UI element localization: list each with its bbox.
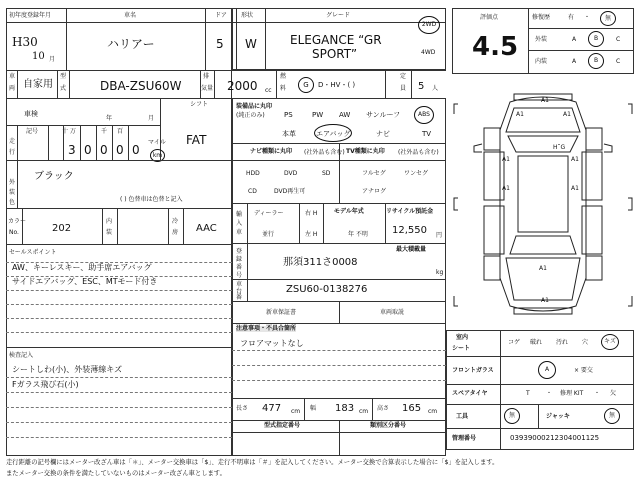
repair-label: 修復歴 (532, 14, 551, 21)
shift-label: シフト (190, 101, 209, 108)
shape-label: 形状 (241, 12, 254, 19)
reg-date-label: 初年度登録年月 (9, 12, 52, 19)
notes-label: 注意事項・不具合箇所 (236, 325, 297, 332)
damage-a1-trunk: A1 (539, 265, 547, 272)
ac-label-2: 房 (172, 229, 179, 236)
equip-navi: ナビ (376, 130, 390, 138)
interior-a: A (572, 58, 577, 65)
seat-kizu-circle: キズ (601, 334, 619, 350)
footer-note-2: またメーター交換の条件を満たしていないものはメーター改ざん車とします。 (6, 470, 226, 477)
jack-label: ジャッキ (546, 413, 570, 420)
type-label-1: 型 (60, 73, 67, 80)
import-label-3: 車 (236, 229, 243, 236)
seat-ana: 穴 (582, 339, 589, 346)
damage-a1-left-rear: A1 (502, 185, 510, 192)
width-unit: cm (359, 408, 369, 415)
km-circle: km (150, 149, 165, 162)
shaken-label: 車検 (24, 110, 38, 118)
sales-point-label: セールスポイント (9, 249, 57, 256)
length-unit: cm (291, 408, 301, 415)
shaken-month-unit: 月 (148, 115, 155, 122)
seat-koge: コゲ (508, 339, 521, 346)
navi-dvd: DVD (284, 170, 298, 177)
width-value: 183 (335, 403, 355, 414)
equip-label-1: 装備品に丸印 (236, 103, 273, 110)
equip-tv: TV (422, 130, 432, 138)
recycle-label: リサイクル預託金 (386, 208, 434, 215)
seat-yabure: 破れ (530, 339, 543, 346)
color-label-2: 装 (9, 189, 16, 196)
color-no-label-1: カラー (8, 218, 27, 225)
inspector-line-2: Fガラス飛び石(小) (12, 380, 79, 389)
fuel-options: D・HV・( ) (318, 81, 356, 89)
interior-c: C (616, 58, 621, 65)
fuel-label-1: 燃 (280, 73, 287, 80)
spare-missing: 欠 (610, 390, 617, 397)
car-name-value: ハリアー (107, 37, 155, 51)
inspector-label: 検査記入 (9, 352, 34, 359)
shift-value: FAT (186, 133, 207, 147)
color-note: ( ) 色替車は色替と記入 (120, 196, 183, 203)
chassis-label-1: 車 (236, 281, 243, 288)
shaken-year-unit: 年 (106, 115, 113, 122)
exterior-a: A (572, 36, 577, 43)
mileage-digit: 0 (132, 143, 140, 157)
spare-kit: 修理 KIT (560, 390, 584, 397)
parallel: 並行 (262, 231, 275, 238)
length-label: 長さ (236, 405, 249, 412)
equip-pw: PW (312, 111, 324, 119)
type-value: DBA-ZSU60W (100, 79, 182, 93)
sales-line-2: サイドエアバッグ、ESC、MTモード付き (12, 277, 158, 286)
navi-note: (社外品も含む) (304, 149, 345, 156)
interior-b-circle: B (588, 53, 604, 69)
ac-value: AAC (196, 223, 217, 234)
front-glass-x: × 要交 (574, 367, 593, 374)
score-value: 4.5 (472, 32, 519, 62)
model-year-value: 年 不明 (348, 231, 368, 238)
height-unit: cm (428, 408, 438, 415)
spare-tire-label: スペアタイヤ (452, 390, 488, 397)
manual: 車両取説 (380, 309, 405, 316)
interior-label-1: 内 (106, 218, 113, 225)
repair-no-circle: 無 (600, 11, 616, 26)
equip-label-2: (純正のみ) (236, 112, 265, 119)
capacity-label-2: 員 (400, 85, 407, 92)
capacity-value: 5 (418, 81, 425, 92)
use-value: 自家用 (23, 79, 53, 90)
type-label-2: 式 (60, 85, 67, 92)
shape-value: W (245, 37, 257, 51)
year-value: H30 (12, 35, 38, 49)
grade-line-1: ELEGANCE “GR (290, 33, 382, 47)
chassis-value: ZSU60-0138276 (286, 284, 368, 295)
tv-oneseg: ワンセグ (404, 170, 429, 177)
car-name-label: 車名 (124, 12, 137, 19)
repair-yes: 有 (568, 14, 575, 21)
right-handle: 右 H (305, 210, 318, 217)
reg-no-label-3: 番 (236, 264, 243, 271)
navi-title: ナビ種類に丸印 (250, 148, 293, 155)
hyaku-label: 百 (117, 128, 124, 135)
color-number: 202 (52, 223, 72, 234)
tools-label: 工具 (456, 413, 469, 420)
spare-sep-1: ・ (546, 390, 553, 397)
category-number-label: 類別区分番号 (370, 422, 407, 429)
dealer: ディーラー (254, 210, 284, 217)
navi-sd: SD (322, 170, 331, 177)
interior-label-2: 装 (106, 229, 113, 236)
damage-a1-hood-left: A1 (516, 111, 524, 118)
chassis-label-3: 番 (236, 294, 243, 301)
doors-label: ドア (215, 12, 227, 19)
import-label-2: 入 (236, 220, 243, 227)
sen-label: 千 (101, 128, 108, 135)
use-label-2: 両 (9, 85, 16, 92)
footer-note-1: 走行距離の記号欄にはメーター改ざん車は「＊」、メーター交換車は「$」、走行不明車は「＃」を記入してください。メーター交換で合算表示した場合に「$」を記入します。 (6, 459, 499, 466)
navi-hdd: HDD (246, 170, 260, 177)
color-label-1: 外 (9, 179, 16, 186)
mile-label: マイル (148, 139, 166, 146)
jack-circle: 無 (604, 408, 620, 424)
man-label: 十 万 (62, 128, 76, 135)
4wd-label: 4WD (421, 49, 436, 56)
inspector-line-1: シートしわ(小)、外装薄線キズ (12, 365, 123, 374)
seat-yogore: 汚れ (556, 339, 569, 346)
displacement-unit: cc (265, 87, 272, 94)
room-seat-label-2: シート (452, 345, 471, 352)
left-handle: 左 H (305, 231, 318, 238)
exterior-b-circle: B (588, 31, 604, 47)
max-load-unit: kg (436, 269, 444, 276)
mileage-digit: 3 (68, 143, 76, 157)
score-label: 評価点 (480, 14, 499, 21)
tv-fullseg: フルセグ (362, 170, 386, 177)
grade-line-2: SPORT” (312, 47, 358, 61)
interior-label: 内装 (535, 58, 548, 65)
color-label-3: 色 (9, 199, 16, 206)
manage-value: 03939000212304001125 (510, 434, 600, 442)
doors-value: 5 (216, 37, 224, 51)
mileage-digit: 0 (116, 143, 124, 157)
recycle-unit: 円 (436, 232, 443, 239)
type-designation-label: 型式指定番号 (264, 422, 301, 429)
exterior-label: 外装 (535, 36, 548, 43)
equip-airbag: エアバッグ (316, 130, 351, 138)
tv-analog: アナログ (362, 188, 387, 195)
chassis-label-2: 台 (236, 288, 243, 295)
disp-label-1: 排 (203, 73, 210, 80)
grade-label: グレード (326, 12, 351, 19)
ac-label-1: 冷 (172, 218, 179, 225)
model-year-label: モデル年式 (334, 208, 364, 215)
damage-a1-top: A1 (541, 97, 549, 104)
repair-sep: ・ (584, 14, 591, 21)
reg-no-label-1: 登 (236, 248, 243, 255)
damage-hg-windshield: H˜G (553, 144, 566, 151)
height-value: 165 (402, 403, 422, 414)
max-load-label: 最大積載量 (396, 246, 427, 253)
tv-note: (社外品も含む) (398, 149, 439, 156)
reg-no-value: 那須311さ0008 (283, 257, 358, 268)
room-seat-label-1: 室内 (456, 334, 469, 341)
damage-a1-right-door: A1 (571, 156, 579, 163)
manage-label: 管理番号 (452, 435, 477, 442)
month-value: 10 (32, 51, 45, 62)
spare-sep-2: ・ (594, 390, 601, 397)
width-label: 幅 (310, 405, 317, 412)
exterior-c: C (616, 36, 621, 43)
spare-t: T (526, 390, 530, 397)
month-suffix: 月 (49, 56, 56, 63)
disp-label-2: 気量 (201, 85, 214, 92)
equip-aw: AW (339, 111, 351, 119)
color-value: ブラック (34, 171, 74, 182)
travel-label-2: 行 (9, 149, 16, 156)
equip-ps: PS (284, 111, 293, 119)
damage-a1-hood-right: A1 (563, 111, 571, 118)
import-label-1: 輸 (236, 211, 243, 218)
kisho-label: 記号 (26, 128, 39, 135)
notes-value: フロアマットなし (240, 339, 304, 348)
damage-a1-bumper: A1 (541, 297, 549, 304)
capacity-unit: 人 (432, 85, 439, 92)
fuel-g-circle: G (298, 77, 314, 93)
sales-line-1: AW、キーレスキー、助手席エアバッグ (12, 263, 152, 272)
equip-abs-circle: ABS (414, 106, 434, 124)
mileage-digit: 0 (100, 143, 108, 157)
recycle-value: 12,550 (392, 225, 427, 236)
displacement-value: 2000 (227, 79, 258, 93)
length-value: 477 (262, 403, 282, 414)
fuel-label-2: 料 (280, 85, 287, 92)
navi-cd: CD (248, 188, 257, 195)
new-car-warranty: 新車保証書 (266, 309, 297, 316)
mileage-digit: 0 (84, 143, 92, 157)
capacity-label-1: 定 (400, 73, 407, 80)
damage-a1-left-door: A1 (502, 156, 510, 163)
equip-sunroof: サンルーフ (366, 111, 401, 119)
reg-no-label-2: 録 (236, 256, 243, 263)
color-no-label-2: No. (9, 229, 19, 236)
use-label-1: 車 (9, 73, 16, 80)
reg-no-label-4: 号 (236, 272, 243, 279)
travel-label-1: 走 (9, 138, 16, 145)
2wd-badge: 2WD (418, 16, 440, 34)
damage-a1-right-rear: A1 (571, 185, 579, 192)
equip-leather: 本革 (282, 130, 296, 138)
tv-title: TV種類に丸印 (346, 148, 385, 155)
front-glass-a-circle: A (538, 361, 556, 379)
navi-dvd-play: DVD再生可 (274, 188, 306, 195)
height-label: 高さ (377, 405, 390, 412)
tools-circle: 無 (504, 408, 520, 424)
car-damage-diagram (452, 88, 634, 320)
front-glass-label: フロントガラス (452, 367, 494, 374)
